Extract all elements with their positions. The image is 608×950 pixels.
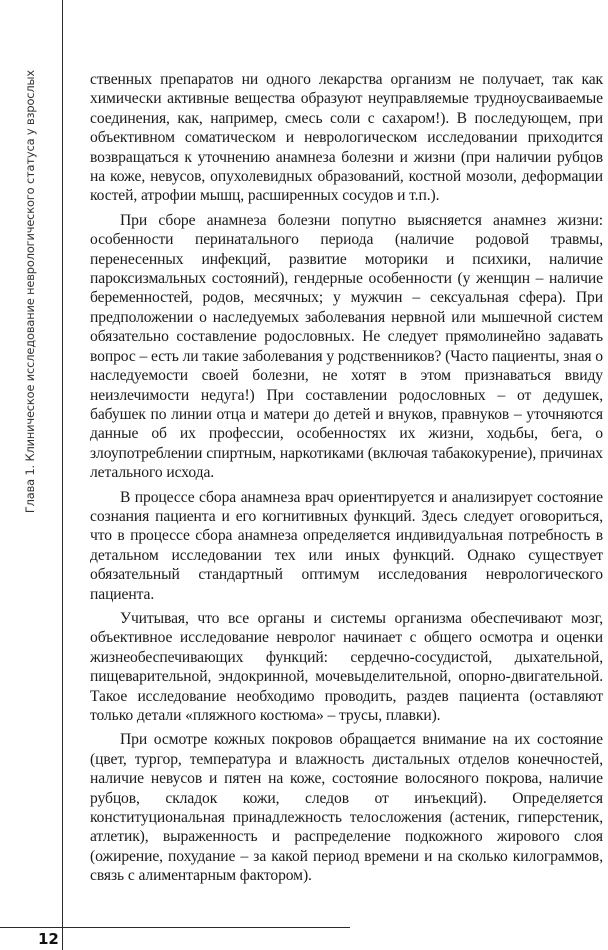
- running-head-container: [22, 70, 50, 930]
- body-text: [90, 70, 603, 886]
- paragraph-5: При осмотре кожных покровов обращается внимание на их состояние (цвет, тургор, температура и влажность дистальных отделов конечностей, наличие невусов и пятен на коже, состояние волосяного покрова, наличие рубцов, складок кожи, следов от инъекций). Определяется конституциональная принадлежность телосложения (астеник, гиперстеник, атлетик), выраженность и распределение подкожного жирового слоя (ожирение, похудание – за какой период времени и на сколько килограммов, связь с алиментарным фактором).: [90, 731, 603, 885]
- page-number: 12: [38, 930, 59, 948]
- footer-rule: [0, 927, 350, 928]
- paragraph-2: При сборе анамнеза болезни попутно выясняется анамнез жизни: особенности перинатального периода (наличие родовой травмы, перенесенных инфекций, развитие моторики и психики, наличие пароксизмальных состояний), гендерные особенности (у женщин – наличие беременностей, родов, месячных; у мужчин – сексуальная сфера). При предположении о наследуемых заболевания нервной или мышечной систем обязательно составление родословных. Не следует прямолинейно задавать вопрос – есть ли такие заболевания у родственников? (Часто пациенты, зная о наследуемости своей болезни, не хотят в этом признаваться ввиду неизлечимости недуга!) При составлении родословных – от дедушек, бабушек по линии отца и матери до детей и внуков, правнуков – уточняются данные об их профессии, особенностях их жизни, ходьбы, бега, о злоупотреблении спиртным, наркотиками (включая табакокурение), причинах летального исхода.: [90, 211, 603, 482]
- paragraph-4: Учитывая, что все органы и системы организма обеспечивают мозг, объективное исследование невролог начинает с общего осмотра и оценки жизнеобеспечивающих функций: сердечно-сосудистой, дыхательной, пищеварительной, эндокринной, мочевыделительной, опорно-двигательной. Такое исследование необходимо проводить, раздев пациента (оставляют только детали «пляжного костюма» – трусы, плавки).: [90, 609, 603, 724]
- paragraph-1: ственных препаратов ни одного лекарства организм не получает, так как химически активные вещества образуют неуправляемые трудноусваиваемые соединения, как, например, смесь соли с сахаром!). В последующем, при объективном соматическом и неврологическом исследовании приходится возвращаться к уточнению анамнеза болезни и жизни (при наличии рубцов на коже, невусов, опухолевидных образований, костной мозоли, деформации костей, атрофии мышц, расширенных сосудов и т.п.).: [90, 71, 603, 205]
- margin-vertical-rule: [62, 0, 63, 950]
- paragraph-3: В процессе сбора анамнеза врач ориентируется и анализирует состояние сознания пациента и его когнитивных функций. Здесь следует оговориться, что в процессе сбора анамнеза определяется индивидуальная потребность в детальном исследовании тех или иных функций. Однако существует обязательный стандартный оптимум исследования неврологического пациента.: [90, 488, 603, 603]
- running-head: Глава 1. Клиническое исследование неврологического статуса у взрослых: [23, 70, 37, 514]
